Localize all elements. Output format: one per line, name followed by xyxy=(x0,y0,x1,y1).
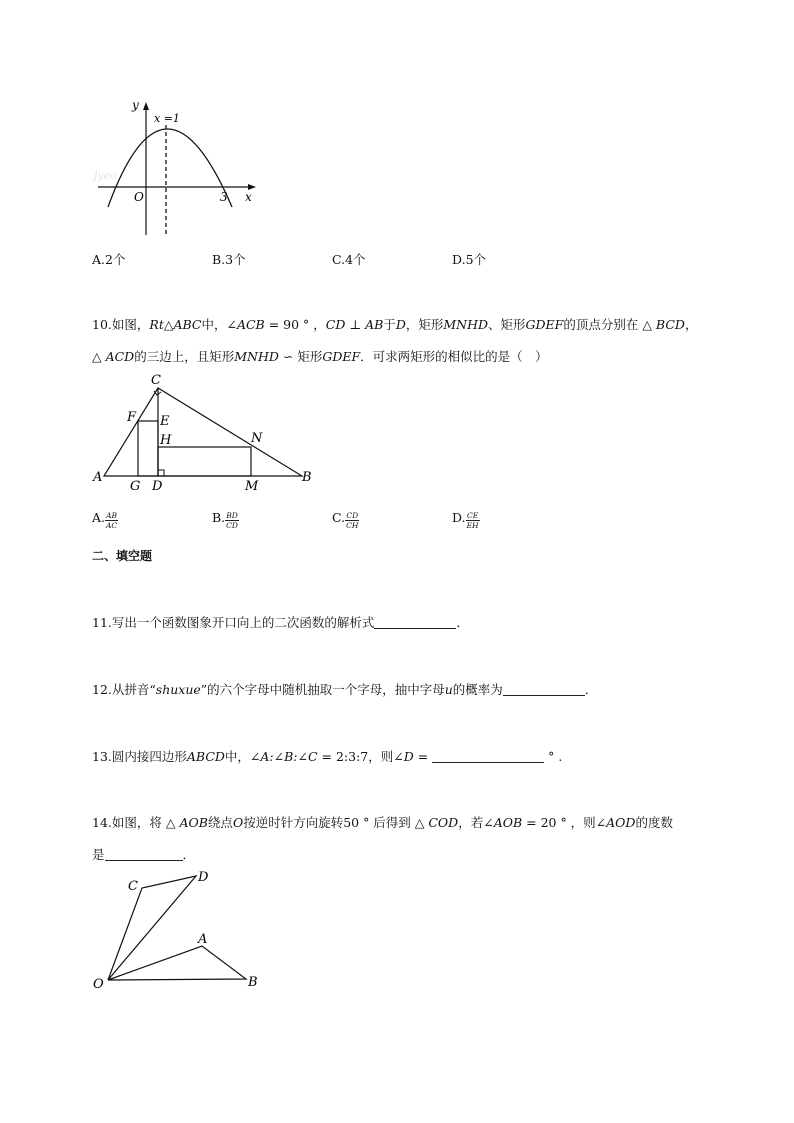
label-a: A xyxy=(198,932,208,947)
q14-line2: 是 ． xyxy=(92,847,196,862)
q11: 11.写出一个函数图象开口向上的二次函数的解析式 ． xyxy=(92,615,469,630)
parabola-graph xyxy=(90,95,270,240)
q13: 13.圆内接四边形ABCD中，∠A:∠B:∠C = 2:3:7，则∠D = ° . xyxy=(92,749,563,764)
rectangle-gdef xyxy=(138,421,158,476)
label-o: O xyxy=(93,977,104,992)
y-axis-label: y xyxy=(132,98,139,112)
q10-line1: 10.如图，Rt△ABC中，∠ACB = 90 ° ，CD ⊥ AB于D，矩形MNHD、矩形GDEF的顶点分别在 △ BCD， xyxy=(92,317,698,332)
tick-label-3: 3 xyxy=(220,190,228,204)
q10-option-c[interactable]: C. $\frac{CD}{CH}$ xyxy=(332,510,359,530)
label-e: E xyxy=(160,414,170,429)
q9-option-d[interactable]: D.5个 xyxy=(452,252,487,267)
q10-line2: △ ACD的三边上，且矩形MNHD ∽ 矩形GDEF．可求两矩形的相似比的是（ ） xyxy=(92,349,548,364)
section-heading: 二、填空题 xyxy=(92,549,153,563)
label-h: H xyxy=(160,433,172,448)
q10-triangle-figure xyxy=(90,368,320,494)
label-f: F xyxy=(127,410,137,425)
q9-option-b[interactable]: B.3个 xyxy=(212,252,246,267)
label-g: G xyxy=(130,479,141,494)
rectangle-mnhd xyxy=(158,447,251,476)
x-axis-label: x xyxy=(245,190,252,204)
q10-option-b[interactable]: B. $\frac{BD}{CD}$ xyxy=(212,510,238,530)
q14-rotation-figure xyxy=(90,866,270,994)
q12-answer-blank[interactable] xyxy=(503,683,585,696)
q14-line1: 14.如图，将 △ AOB绕点O按逆时针方向旋转50 ° 后得到 △ COD，若∠AOB = 20 ° ，则∠AOD的度数 xyxy=(92,815,673,830)
line-label: x =1 xyxy=(154,112,180,125)
q10-option-d[interactable]: D. $\frac{CE}{EH}$ xyxy=(452,510,479,530)
label-m: M xyxy=(245,479,259,494)
triangle-aob xyxy=(108,946,246,980)
label-d: D xyxy=(198,870,209,885)
q9-option-a[interactable]: A.2个 xyxy=(92,252,126,267)
label-c: C xyxy=(151,373,161,388)
origin-label: O xyxy=(134,190,144,204)
label-n: N xyxy=(251,431,263,446)
label-c: C xyxy=(128,879,138,894)
parabola-curve xyxy=(108,129,232,207)
label-d: D xyxy=(152,479,163,494)
watermark: jyeo xyxy=(94,169,117,182)
label-b: B xyxy=(302,470,312,485)
triangle-abc xyxy=(104,388,302,476)
q11-answer-blank[interactable] xyxy=(374,616,456,629)
q14-answer-blank[interactable] xyxy=(105,848,183,861)
label-a: A xyxy=(93,470,103,485)
q12: 12.从拼音“shuxue”的六个字母中随机抽取一个字母，抽中字母u的概率为 ． xyxy=(92,682,598,697)
q13-answer-blank[interactable] xyxy=(432,750,544,763)
q10-option-a[interactable]: A. $\frac{AB}{AC}$ xyxy=(92,510,118,530)
q9-option-c[interactable]: C.4个 xyxy=(332,252,366,267)
label-b: B xyxy=(248,975,258,990)
